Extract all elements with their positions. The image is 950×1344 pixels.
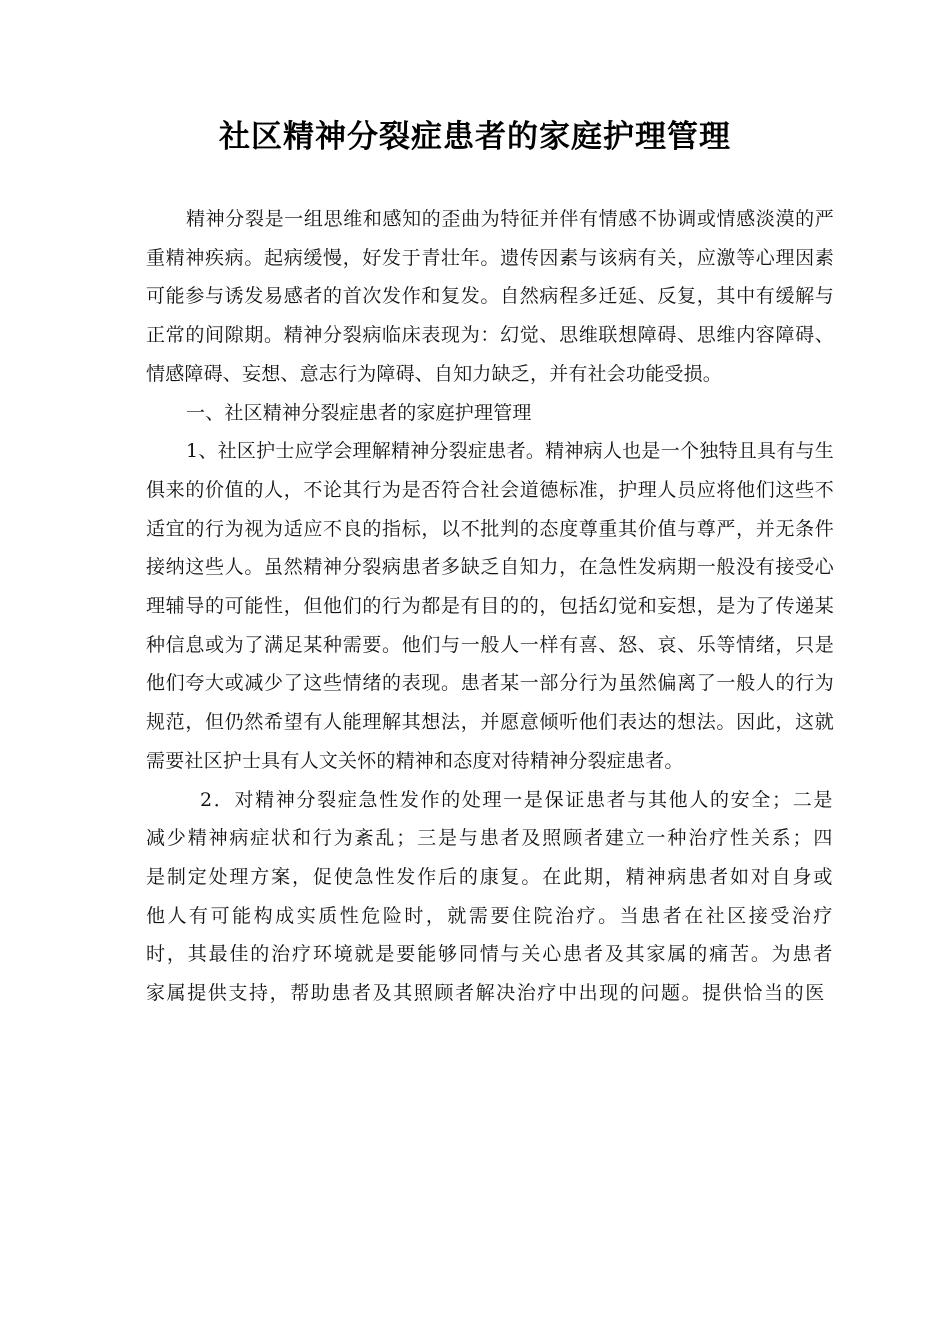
paragraph-item-2: 2．对精神分裂症急性发作的处理一是保证患者与其他人的安全；二是减少精神病症状和行为紊乱；三是与患者及照顾者建立一种治疗性关系；四是制定处理方案，促使急性发作后的康复。在此期，精神病患者如对自身或他人有可能构成实质性危险时，就需要住院治疗。当患者在社区接受治疗时，其最佳的治疗环境就是要能够同情与关心患者及其家属的痛苦。为患者家属提供支持，帮助患者及其照顾者解决治疗中出现的问题。提供恰当的医 [146, 788, 834, 1005]
section-heading-1: 一、社区精神分裂症患者的家庭护理管理 [186, 401, 532, 424]
document-title: 社区精神分裂症患者的家庭护理管理 [219, 118, 731, 155]
paragraph-intro: 精神分裂是一组思维和感知的歪曲为特征并伴有情感不协调或情感淡漠的严重精神疾病。起病缓慢，好发于青壮年。遗传因素与该病有关，应激等心理因素可能参与诱发易感者的首次发作和复发。自然病程多迁延、反复，其中有缓解与正常的间隙期。精神分裂病临床表现为：幻觉、思维联想障碍、思维内容障碍、情感障碍、妄想、意志行为障碍、自知力缺乏，并有社会功能受损。 [146, 208, 834, 385]
paragraph-item-1: 1、社区护士应学会理解精神分裂症患者。精神病人也是一个独特且具有与生俱来的价值的人，不论其行为是否符合社会道德标准，护理人员应将他们这些不适宜的行为视为适应不良的指标，以不批判的态度尊重其价值与尊严，并无条件接纳这些人。虽然精神分裂病患者多缺乏自知力，在急性发病期一般没有接受心理辅导的可能性，但他们的行为都是有目的的，包括幻觉和妄想，是为了传递某种信息或为了满足某种需要。他们与一般人一样有喜、怒、哀、乐等情绪，只是他们夸大或减少了这些情绪的表现。患者某一部分行为虽然偏离了一般人的行为规范，但仍然希望有人能理解其想法，并愿意倾听他们表达的想法。因此，这就需要社区护士具有人文关怀的精神和态度对待精神分裂症患者。 [146, 440, 834, 772]
document-body [146, 200, 834, 1013]
